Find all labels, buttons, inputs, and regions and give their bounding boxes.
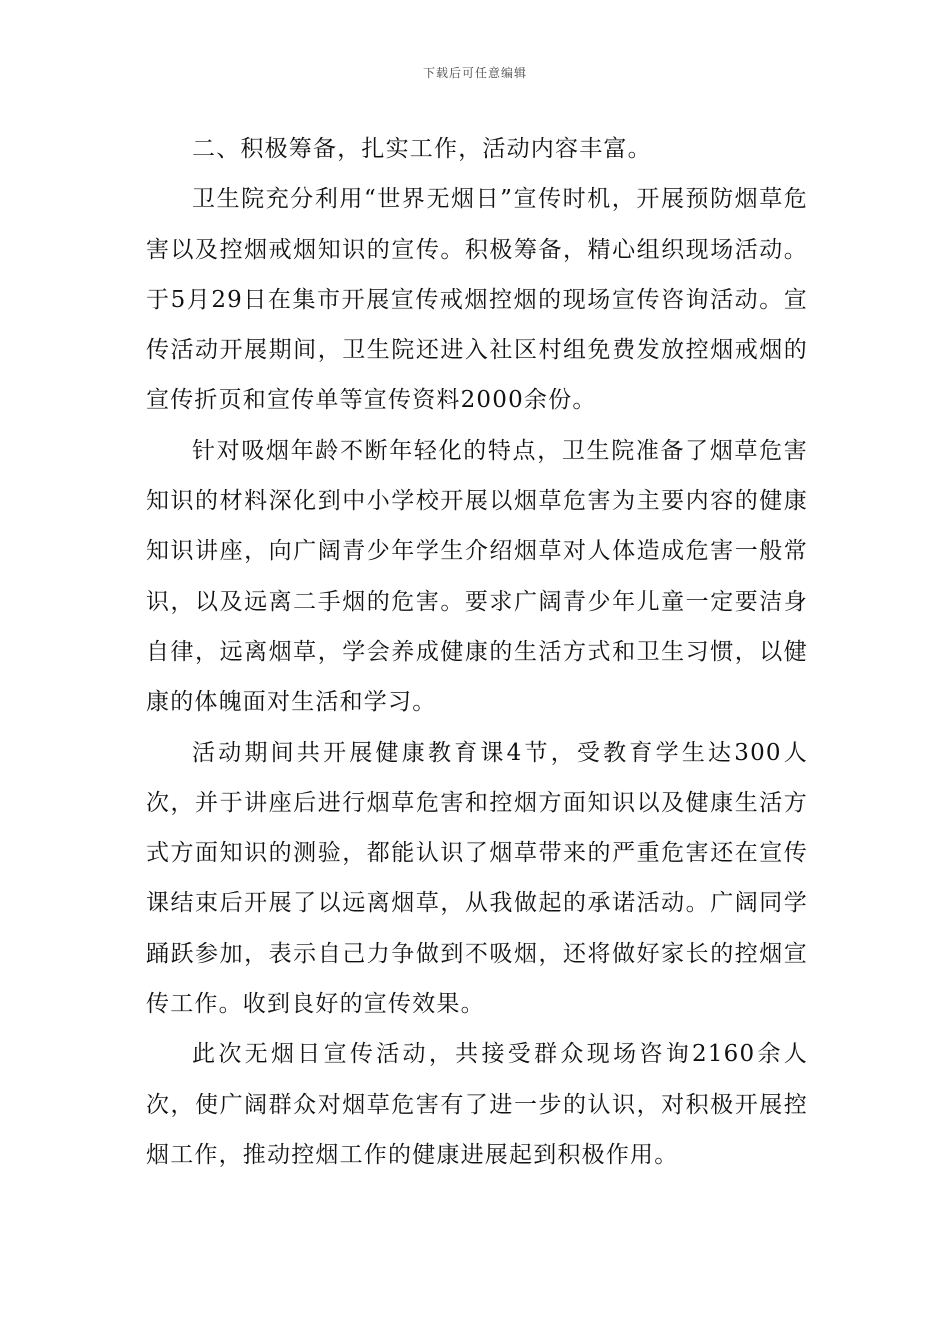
document-body (146, 124, 808, 1180)
paragraph-1: 卫生院充分利用“世界无烟日”宣传时机，开展预防烟草危害以及控烟戒烟知识的宣传。积极筹备，精心组织现场活动。于5月29日在集市开展宣传戒烟控烟的现场宣传咨询活动。宣传活动开展期间，卫生院还进入社区村组免费发放控烟戒烟的宣传折页和宣传单等宣传资料2000余份。 (146, 186, 808, 414)
section-heading: 二、积极筹备，扎实工作，活动内容丰富。 (192, 136, 652, 162)
paragraph-4: 此次无烟日宣传活动，共接受群众现场咨询2160余人次，使广阔群众对烟草危害有了进一步的认识，对积极开展控烟工作，推动控烟工作的健康进展起到积极作用。 (146, 1041, 808, 1168)
paragraph-2: 针对吸烟年龄不断年轻化的特点，卫生院准备了烟草危害知识的材料深化到中小学校开展以烟草危害为主要内容的健康知识讲座，向广阔青少年学生介绍烟草对人体造成危害一般常识，以及远离二手烟的危害。要求广阔青少年儿童一定要洁身自律，远离烟草，学会养成健康的生活方式和卫生习惯，以健康的体魄面对生活和学习。 (146, 437, 808, 716)
header-note: 下载后可任意编辑 (422, 66, 527, 80)
paragraph-3: 活动期间共开展健康教育课4节，受教育学生达300人次，并于讲座后进行烟草危害和控烟方面知识以及健康生活方式方面知识的测验，都能认识了烟草带来的严重危害还在宣传课结束后开展了以远离烟草，从我做起的承诺活动。广阔同学踊跃参加，表示自己力争做到不吸烟，还将做好家长的控烟宣传工作。收到良好的宣传效果。 (146, 739, 808, 1018)
